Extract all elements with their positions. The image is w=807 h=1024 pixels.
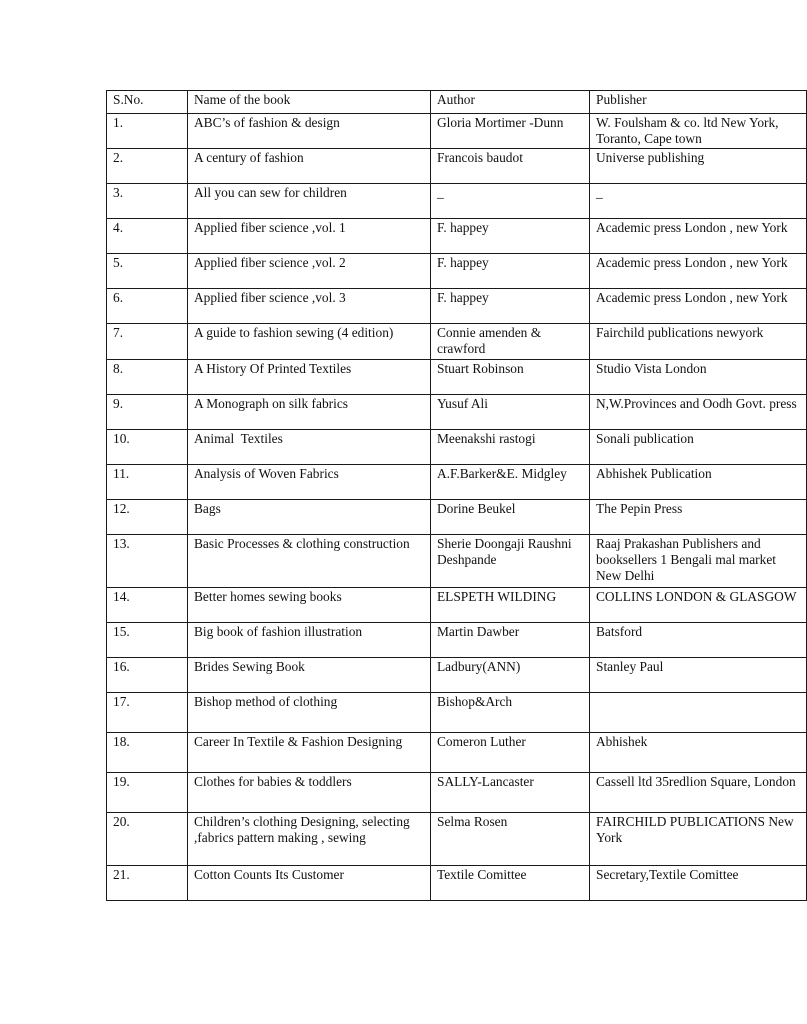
cell-name: A century of fashion (188, 149, 431, 184)
header-sno: S.No. (107, 91, 188, 114)
cell-sno: 17. (107, 693, 188, 733)
cell-publisher: The Pepin Press (590, 500, 807, 535)
cell-author: F. happey (431, 289, 590, 324)
cell-author: ELSPETH WILDING (431, 588, 590, 623)
cell-publisher: Abhishek (590, 733, 807, 773)
cell-sno: 1. (107, 114, 188, 149)
table-row (107, 500, 807, 535)
cell-publisher: _ (590, 184, 807, 219)
cell-sno: 13. (107, 535, 188, 588)
cell-author: Sherie Doongaji Raushni Deshpande (431, 535, 590, 588)
cell-author: SALLY-Lancaster (431, 773, 590, 813)
cell-name: Bags (188, 500, 431, 535)
cell-sno: 12. (107, 500, 188, 535)
table-row (107, 465, 807, 500)
cell-sno: 15. (107, 623, 188, 658)
cell-publisher: Cassell ltd 35redlion Square, London (590, 773, 807, 813)
cell-name: Clothes for babies & toddlers (188, 773, 431, 813)
cell-name: Applied fiber science ,vol. 1 (188, 219, 431, 254)
cell-name: Basic Processes & clothing construction (188, 535, 431, 588)
table-row (107, 360, 807, 395)
cell-publisher: Fairchild publications newyork (590, 324, 807, 360)
cell-sno: 4. (107, 219, 188, 254)
table-row (107, 254, 807, 289)
cell-sno: 19. (107, 773, 188, 813)
cell-author: F. happey (431, 254, 590, 289)
cell-sno: 9. (107, 395, 188, 430)
cell-publisher: COLLINS LONDON & GLASGOW (590, 588, 807, 623)
cell-author: Stuart Robinson (431, 360, 590, 395)
table-row (107, 324, 807, 360)
cell-publisher: Abhishek Publication (590, 465, 807, 500)
cell-name: A guide to fashion sewing (4 edition) (188, 324, 431, 360)
cell-publisher: W. Foulsham & co. ltd New York, Toranto, Cape town (590, 114, 807, 149)
table-row (107, 430, 807, 465)
cell-author: Selma Rosen (431, 813, 590, 866)
cell-publisher: Academic press London , new York (590, 219, 807, 254)
cell-sno: 20. (107, 813, 188, 866)
cell-sno: 11. (107, 465, 188, 500)
cell-author: Connie amenden & crawford (431, 324, 590, 360)
cell-publisher: Raaj Prakashan Publishers and booksellers 1 Bengali mal market New Delhi (590, 535, 807, 588)
cell-name: ABC’s of fashion & design (188, 114, 431, 149)
cell-author: Yusuf Ali (431, 395, 590, 430)
cell-name: A Monograph on silk fabrics (188, 395, 431, 430)
header-publisher: Publisher (590, 91, 807, 114)
cell-name: Applied fiber science ,vol. 3 (188, 289, 431, 324)
cell-sno: 5. (107, 254, 188, 289)
table-row (107, 588, 807, 623)
cell-name: Brides Sewing Book (188, 658, 431, 693)
cell-publisher: Academic press London , new York (590, 254, 807, 289)
cell-publisher: Universe publishing (590, 149, 807, 184)
cell-author: Francois baudot (431, 149, 590, 184)
cell-publisher: Studio Vista London (590, 360, 807, 395)
table-row (107, 733, 807, 773)
cell-publisher: FAIRCHILD PUBLICATIONS New York (590, 813, 807, 866)
table-row (107, 114, 807, 149)
cell-publisher: Sonali publication (590, 430, 807, 465)
cell-author: Martin Dawber (431, 623, 590, 658)
table-row (107, 658, 807, 693)
cell-publisher: N,W.Provinces and Oodh Govt. press (590, 395, 807, 430)
cell-sno: 18. (107, 733, 188, 773)
table-row (107, 535, 807, 588)
cell-name: Big book of fashion illustration (188, 623, 431, 658)
cell-author: Ladbury(ANN) (431, 658, 590, 693)
cell-author: _ (431, 184, 590, 219)
cell-sno: 6. (107, 289, 188, 324)
cell-publisher: Academic press London , new York (590, 289, 807, 324)
table-row (107, 773, 807, 813)
cell-author: Bishop&Arch (431, 693, 590, 733)
cell-name: Children’s clothing Designing, selecting ,fabrics pattern making , sewing (188, 813, 431, 866)
cell-sno: 10. (107, 430, 188, 465)
cell-sno: 21. (107, 866, 188, 901)
cell-author: Textile Comittee (431, 866, 590, 901)
cell-name: Bishop method of clothing (188, 693, 431, 733)
cell-sno: 3. (107, 184, 188, 219)
cell-name: Cotton Counts Its Customer (188, 866, 431, 901)
cell-author: A.F.Barker&E. Midgley (431, 465, 590, 500)
table-row (107, 219, 807, 254)
table-row (107, 395, 807, 430)
table-row (107, 184, 807, 219)
cell-publisher: Secretary,Textile Comittee (590, 866, 807, 901)
table-row (107, 289, 807, 324)
header-author: Author (431, 91, 590, 114)
cell-author: Dorine Beukel (431, 500, 590, 535)
cell-sno: 16. (107, 658, 188, 693)
cell-sno: 8. (107, 360, 188, 395)
cell-publisher (590, 693, 807, 733)
cell-name: Analysis of Woven Fabrics (188, 465, 431, 500)
cell-name: Career In Textile & Fashion Designing (188, 733, 431, 773)
header-name: Name of the book (188, 91, 431, 114)
cell-name: Animal Textiles (188, 430, 431, 465)
table-row (107, 866, 807, 901)
cell-author: F. happey (431, 219, 590, 254)
cell-publisher: Batsford (590, 623, 807, 658)
cell-sno: 7. (107, 324, 188, 360)
cell-name: Better homes sewing books (188, 588, 431, 623)
table-row (107, 149, 807, 184)
header-row (107, 91, 807, 114)
cell-sno: 14. (107, 588, 188, 623)
cell-author: Gloria Mortimer -Dunn (431, 114, 590, 149)
cell-author: Comeron Luther (431, 733, 590, 773)
cell-author: Meenakshi rastogi (431, 430, 590, 465)
cell-publisher: Stanley Paul (590, 658, 807, 693)
table-row (107, 813, 807, 866)
table-row (107, 623, 807, 658)
book-list-table (106, 90, 807, 901)
cell-name: A History Of Printed Textiles (188, 360, 431, 395)
cell-name: All you can sew for children (188, 184, 431, 219)
cell-name: Applied fiber science ,vol. 2 (188, 254, 431, 289)
table-row (107, 693, 807, 733)
cell-sno: 2. (107, 149, 188, 184)
